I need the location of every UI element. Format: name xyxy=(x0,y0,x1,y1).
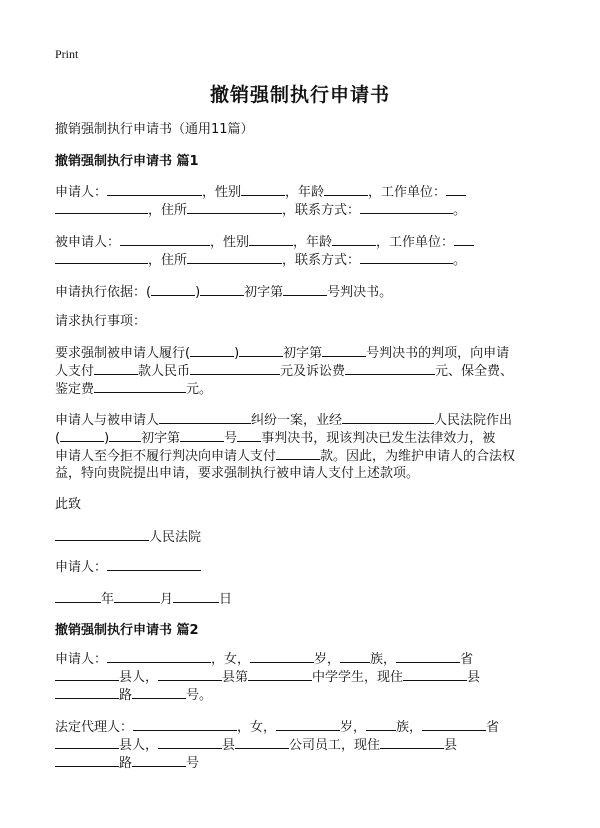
s1-request-line3: 鉴定费 元。 xyxy=(55,382,213,397)
page-title: 撤销强制执行申请书 xyxy=(209,84,390,106)
s1-applicant-line2: ，住所 ，联系方式： 。 xyxy=(55,201,466,219)
s2-guardian-line1: 法定代理人： ，女， 岁， 族， 省 xyxy=(55,720,500,735)
s1-facts-line4: 益，特向贵院提出申请，要求强制执行被申请人支付上述款项。 xyxy=(55,466,420,481)
s2-applicant-line1: 申请人： ，女， 岁， 族， 省 xyxy=(55,652,474,667)
s1-respondent-line2: ，住所 ，联系方式： 。 xyxy=(55,251,466,269)
s2-guardian-line3: 路 号 xyxy=(55,754,199,772)
s1-date-line: 年 月 日 xyxy=(55,590,232,608)
s2-applicant-line2: 县人， 县第 中学学生，现住 县 xyxy=(55,668,480,686)
s1-facts-line3: 申请人至今拒不履行判决向申请人支付 款。因此，为维护申请人的合法权 xyxy=(55,449,516,464)
section1-heading: 撤销强制执行申请书 篇1 xyxy=(55,154,199,169)
s1-closing: 此致 xyxy=(55,497,82,512)
s1-applicant-line1: 申请人： ，性别 ，年龄 ，工作单位： xyxy=(55,183,466,201)
s1-request-line1: 要求强制被申请人履行( ) 初字第 号判决书的判项，向申请 xyxy=(55,346,510,361)
s2-guardian-line2: 县人， 县 公司员工，现住 县 xyxy=(55,736,457,754)
section2-heading: 撤销强制执行申请书 篇2 xyxy=(55,623,199,638)
s1-basis-line: 申请执行依据：( ) 初字第 号判决书。 xyxy=(55,285,393,300)
document-subtitle: 撤销强制执行申请书（通用11篇） xyxy=(55,122,254,137)
s1-facts-line2: ( ) 初字第 号 事判决书，现该判决已发生法律效力，被 xyxy=(55,431,496,446)
s1-respondent-line1: 被申请人： ，性别 ，年龄 ，工作单位： xyxy=(55,233,474,251)
print-link[interactable]: Print xyxy=(55,47,79,61)
s1-request-heading: 请求执行事项： xyxy=(55,314,147,329)
s1-signature-line: 申请人： xyxy=(55,558,201,576)
s2-applicant-line3: 路 号。 xyxy=(55,686,212,704)
s1-court-line: 人民法院 xyxy=(55,528,201,546)
s1-facts-line1: 申请人与被申请人 纠纷一案，业经 人民法院作出 xyxy=(55,413,513,428)
s1-request-line2: 人支付 款人民币 元及诉讼费 元、保全费、 xyxy=(55,364,514,379)
